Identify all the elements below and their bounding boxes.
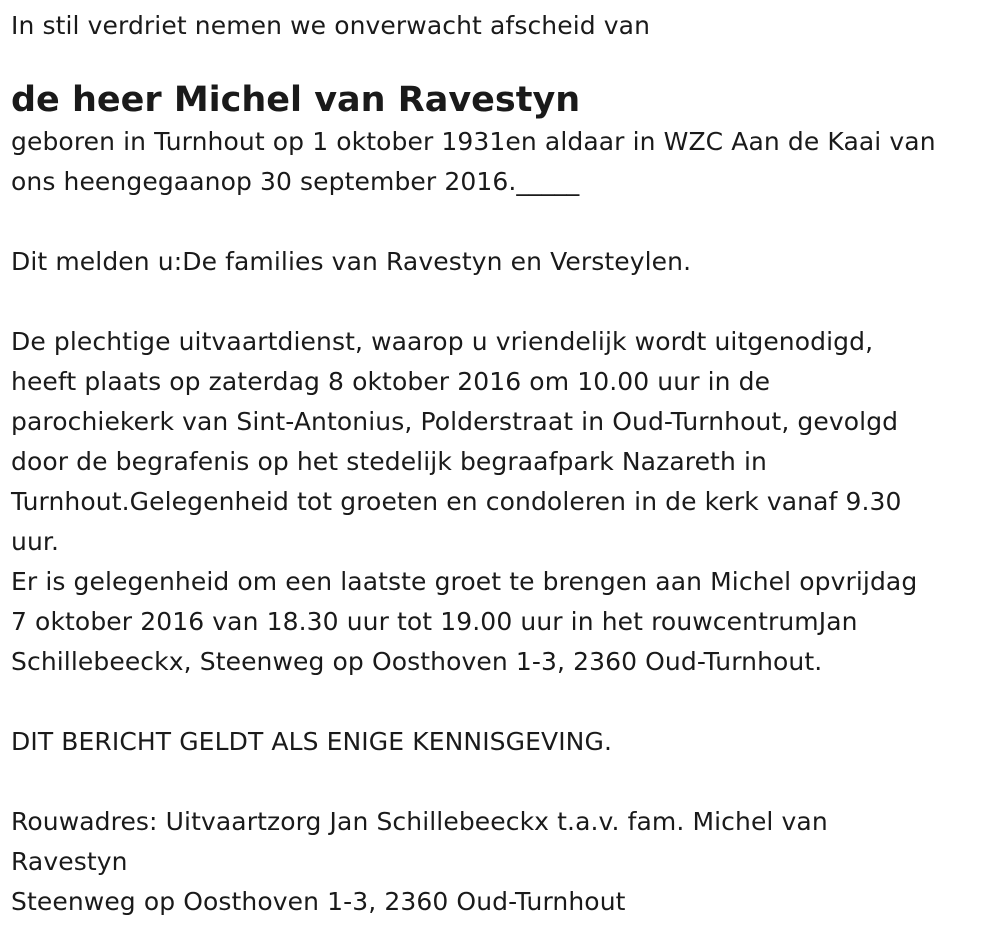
address-line-2: Ravestyn — [11, 847, 128, 876]
service-paragraph — [11, 322, 988, 682]
notice-statement: DIT BERICHT GELDT ALS ENIGE KENNISGEVING. — [11, 727, 612, 756]
spacer — [11, 682, 988, 722]
service-line-9: Schillebeeckx, Steenweg op Oosthoven 1-3, 2360 Oud-Turnhout. — [11, 647, 823, 676]
birth-line-2: ons heengegaanop 30 september 2016._____ — [11, 167, 580, 196]
service-line-6: uur. — [11, 527, 60, 556]
announced-by-text: Dit melden u:De families van Ravestyn en Versteylen. — [11, 247, 692, 276]
service-line-7: Er is gelegenheid om een laatste groet te brengen aan Michel opvrijdag — [11, 567, 918, 596]
service-line-8: 7 oktober 2016 van 18.30 uur tot 19.00 uur in het rouwcentrumJan — [11, 607, 858, 636]
service-line-1: De plechtige uitvaartdienst, waarop u vriendelijk wordt uitgenodigd, — [11, 327, 874, 356]
spacer — [11, 202, 988, 242]
birth-line-1: geboren in Turnhout op 1 oktober 1931en aldaar in WZC Aan de Kaai van — [11, 127, 936, 156]
service-line-5: Turnhout.Gelegenheid tot groeten en condoleren in de kerk vanaf 9.30 — [11, 487, 902, 516]
spacer — [11, 762, 988, 802]
address-line-3: Steenweg op Oosthoven 1-3, 2360 Oud-Turnhout — [11, 887, 626, 916]
deceased-name: de heer Michel van Ravestyn — [11, 80, 581, 120]
spacer — [11, 282, 988, 322]
address-line-1: Rouwadres: Uitvaartzorg Jan Schillebeeckx t.a.v. fam. Michel van — [11, 807, 828, 836]
service-line-4: door de begrafenis op het stedelijk begraafpark Nazareth in — [11, 447, 767, 476]
service-line-2: heeft plaats op zaterdag 8 oktober 2016 om 10.00 uur in de — [11, 367, 771, 396]
service-line-3: parochiekerk van Sint-Antonius, Polderstraat in Oud-Turnhout, gevolgd — [11, 407, 899, 436]
address-paragraph — [11, 802, 988, 922]
birth-death-paragraph — [11, 122, 988, 202]
intro-text: In stil verdriet nemen we onverwacht afscheid van — [11, 11, 651, 40]
